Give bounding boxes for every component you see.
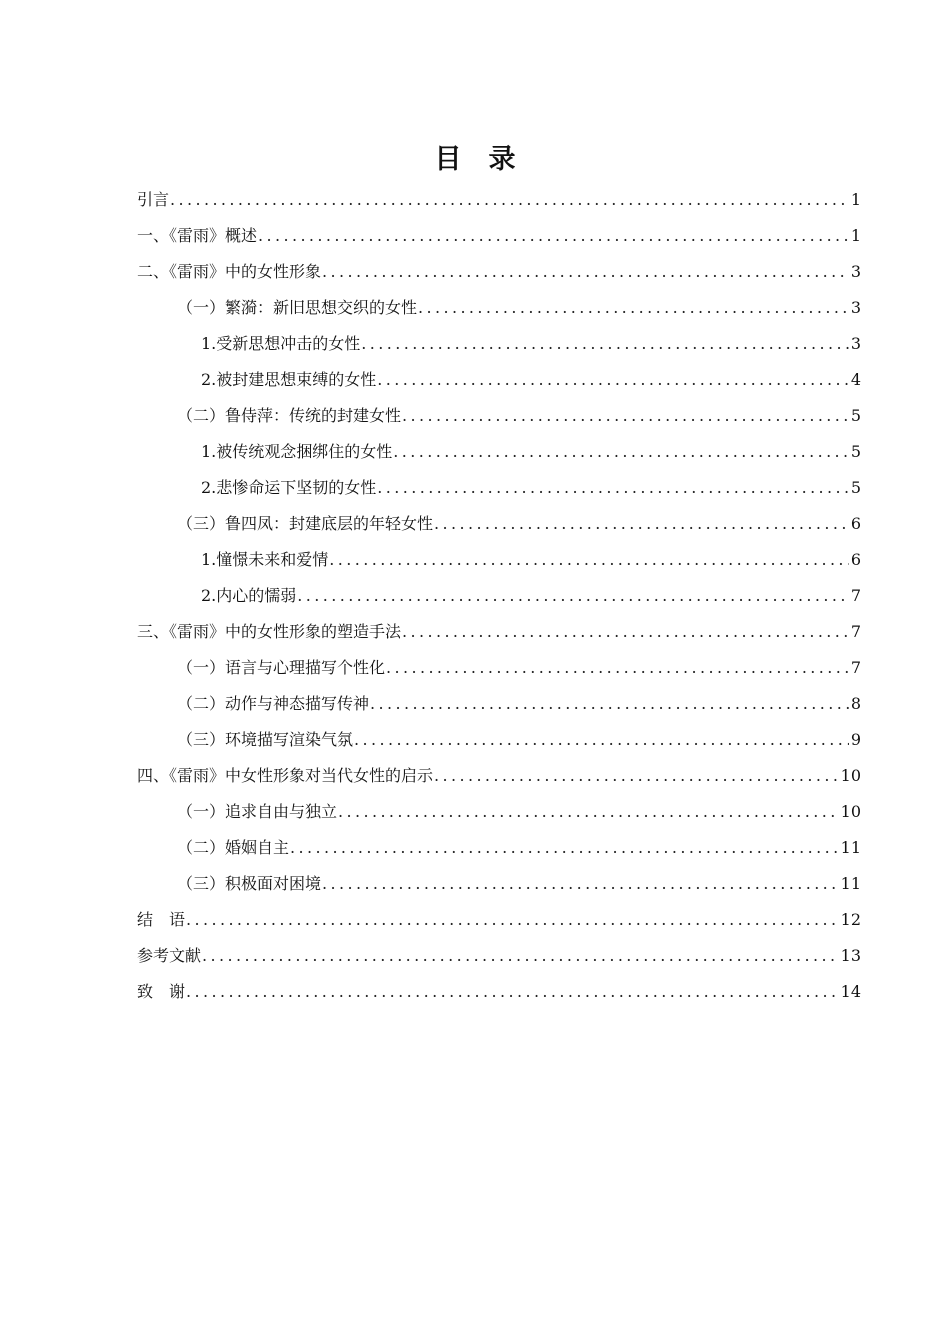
toc-entry-text: 2.内心的懦弱 xyxy=(201,586,297,605)
toc-entry-text: 致 谢 xyxy=(137,982,186,1001)
toc-leader-dots xyxy=(434,758,839,794)
toc-entry-page: 1 xyxy=(850,190,861,209)
toc-entry[interactable] xyxy=(137,614,861,650)
toc-entry[interactable] xyxy=(137,506,861,542)
toc-entry-page: 1 xyxy=(850,226,861,245)
toc-entry[interactable] xyxy=(137,686,861,722)
toc-leader-dots xyxy=(338,794,839,830)
table-of-contents xyxy=(137,182,861,1010)
toc-entry-text: （一）追求自由与独立 xyxy=(177,802,338,821)
toc-entry-text: 四、《雷雨》中女性形象对当代女性的启示 xyxy=(137,766,434,785)
toc-entry[interactable] xyxy=(137,470,861,506)
toc-entry[interactable] xyxy=(137,218,861,254)
toc-leader-dots xyxy=(186,974,839,1010)
toc-entry-page: 7 xyxy=(850,586,861,605)
toc-entry[interactable] xyxy=(137,362,861,398)
toc-entry-page: 6 xyxy=(850,550,861,569)
toc-entry-page: 7 xyxy=(850,658,861,677)
toc-leader-dots xyxy=(354,722,849,758)
toc-entry[interactable] xyxy=(137,902,861,938)
toc-entry-page: 3 xyxy=(850,298,861,317)
toc-entry-page: 4 xyxy=(850,370,861,389)
toc-entry[interactable] xyxy=(137,398,861,434)
toc-entry-text: 1.被传统观念捆绑住的女性 xyxy=(201,442,393,461)
toc-entry-text: （三）积极面对困境 xyxy=(177,874,322,893)
toc-entry[interactable] xyxy=(137,866,861,902)
toc-entry-page: 11 xyxy=(840,874,861,893)
toc-entry-page: 5 xyxy=(850,442,861,461)
toc-leader-dots xyxy=(329,542,849,578)
toc-entry-text: 引言 xyxy=(137,190,170,209)
toc-entry-page: 10 xyxy=(840,766,861,785)
toc-entry-text: （一）繁漪：新旧思想交织的女性 xyxy=(177,298,418,317)
toc-entry[interactable] xyxy=(137,434,861,470)
toc-entry[interactable] xyxy=(137,830,861,866)
toc-entry[interactable] xyxy=(137,974,861,1010)
toc-entry-text: （二）婚姻自主 xyxy=(177,838,290,857)
toc-entry[interactable] xyxy=(137,290,861,326)
toc-leader-dots xyxy=(186,902,839,938)
toc-entry[interactable] xyxy=(137,578,861,614)
toc-entry-text: （二）动作与神态描写传神 xyxy=(177,694,370,713)
toc-entry-text: 结 语 xyxy=(137,910,186,929)
toc-entry-page: 8 xyxy=(850,694,861,713)
toc-entry[interactable] xyxy=(137,794,861,830)
toc-entry-text: （三）鲁四凤：封建底层的年轻女性 xyxy=(177,514,434,533)
toc-entry-text: 1.憧憬未来和爱情 xyxy=(201,550,329,569)
toc-entry[interactable] xyxy=(137,758,861,794)
toc-entry-page: 3 xyxy=(850,334,861,353)
toc-entry-text: 2.被封建思想束缚的女性 xyxy=(201,370,377,389)
toc-entry-page: 13 xyxy=(840,946,861,965)
toc-title: 目 录 xyxy=(434,144,516,175)
toc-leader-dots xyxy=(377,362,849,398)
toc-entry-text: 三、《雷雨》中的女性形象的塑造手法 xyxy=(137,622,402,641)
toc-entry-page: 5 xyxy=(850,478,861,497)
toc-leader-dots xyxy=(322,866,839,902)
toc-leader-dots xyxy=(322,254,849,290)
toc-entry-page: 11 xyxy=(840,838,861,857)
toc-leader-dots xyxy=(290,830,839,866)
toc-leader-dots xyxy=(393,434,849,470)
toc-entry[interactable] xyxy=(137,326,861,362)
toc-leader-dots xyxy=(370,686,849,722)
toc-leader-dots xyxy=(402,614,849,650)
toc-leader-dots xyxy=(402,398,849,434)
toc-leader-dots xyxy=(434,506,849,542)
toc-leader-dots xyxy=(418,290,849,326)
toc-entry-text: 参考文献 xyxy=(137,946,202,965)
toc-entry-text: 1.受新思想冲击的女性 xyxy=(201,334,361,353)
toc-entry[interactable] xyxy=(137,182,861,218)
toc-entry-page: 12 xyxy=(840,910,861,929)
toc-entry-text: （三）环境描写渲染气氛 xyxy=(177,730,354,749)
toc-entry[interactable] xyxy=(137,938,861,974)
toc-entry-text: 二、《雷雨》中的女性形象 xyxy=(137,262,322,281)
toc-entry[interactable] xyxy=(137,722,861,758)
toc-entry-page: 9 xyxy=(850,730,861,749)
toc-leader-dots xyxy=(170,182,849,218)
toc-entry-text: （二）鲁侍萍：传统的封建女性 xyxy=(177,406,402,425)
toc-entry-page: 7 xyxy=(850,622,861,641)
toc-leader-dots xyxy=(386,650,849,686)
toc-entry-page: 10 xyxy=(840,802,861,821)
toc-entry-text: 2.悲惨命运下坚韧的女性 xyxy=(201,478,377,497)
toc-leader-dots xyxy=(377,470,849,506)
toc-entry-text: （一）语言与心理描写个性化 xyxy=(177,658,386,677)
toc-entry-page: 5 xyxy=(850,406,861,425)
toc-entry-page: 3 xyxy=(850,262,861,281)
toc-leader-dots xyxy=(258,218,849,254)
toc-leader-dots xyxy=(297,578,849,614)
toc-entry[interactable] xyxy=(137,650,861,686)
toc-entry-page: 14 xyxy=(840,982,861,1001)
toc-leader-dots xyxy=(202,938,839,974)
toc-entry[interactable] xyxy=(137,254,861,290)
toc-entry-text: 一、《雷雨》概述 xyxy=(137,226,258,245)
toc-leader-dots xyxy=(361,326,849,362)
toc-entry-page: 6 xyxy=(850,514,861,533)
toc-entry[interactable] xyxy=(137,542,861,578)
